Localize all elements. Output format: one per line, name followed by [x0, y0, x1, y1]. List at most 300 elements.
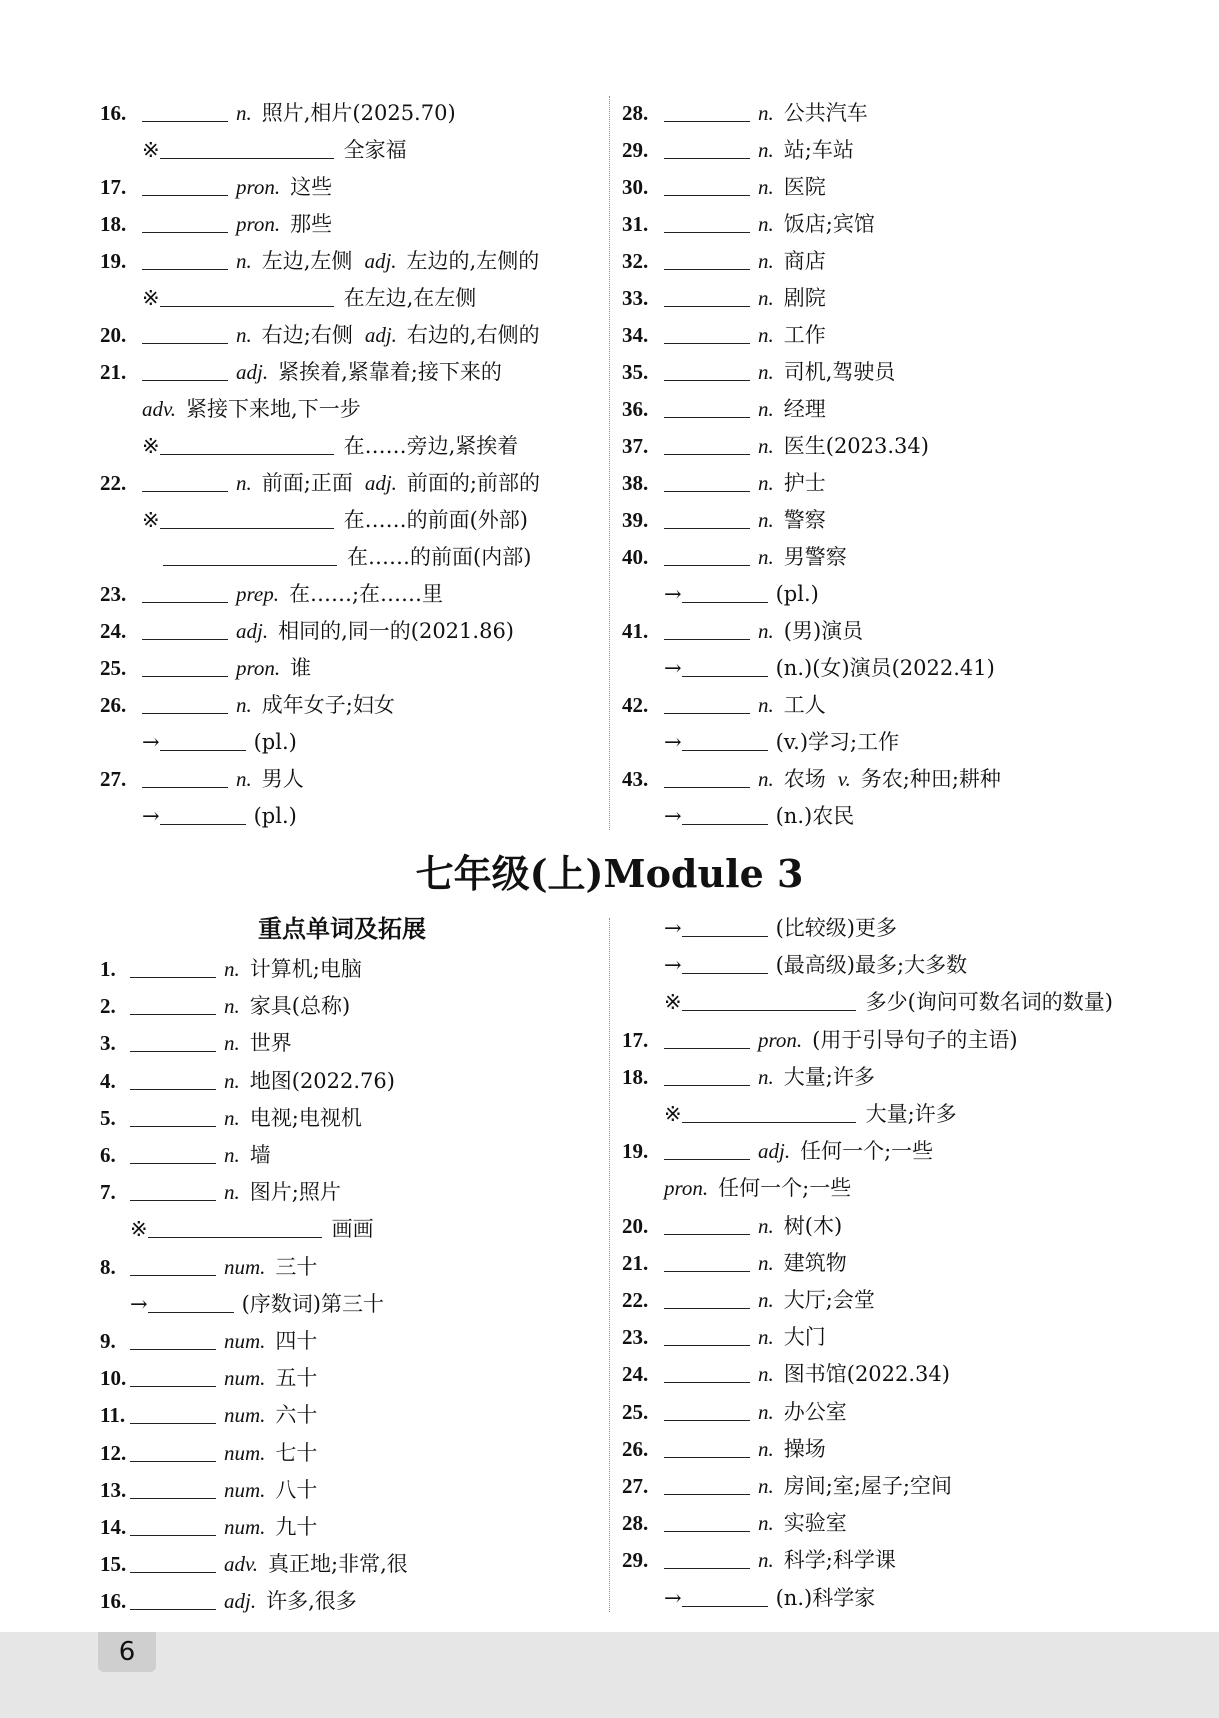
column-divider-top [609, 96, 610, 830]
vocab-line [622, 724, 899, 761]
vocab-line [622, 687, 826, 724]
answer-blank [142, 654, 228, 677]
meaning-text: (序数词)第三十 [241, 1291, 384, 1316]
answer-blank [148, 1215, 322, 1238]
phrase-marker: ※ [130, 1217, 148, 1242]
part-of-speech: n. [758, 508, 774, 532]
meaning-text: 饭店;宾馆 [783, 212, 875, 236]
vocab-line [100, 1435, 317, 1472]
item-number: 25. [622, 1399, 649, 1424]
meaning-text: 谁 [290, 656, 312, 680]
part-of-speech: n. [758, 138, 774, 162]
part-of-speech: adj. [758, 1139, 791, 1164]
vocab-line [100, 169, 332, 206]
answer-blank [664, 321, 750, 344]
part-of-speech: n. [758, 175, 774, 199]
vocab-line [622, 354, 895, 391]
meaning-text: 电视;电视机 [249, 1105, 362, 1130]
item-number: 16. [100, 1589, 127, 1614]
meaning-text: 五十 [275, 1366, 318, 1391]
item-number: 24. [622, 1362, 649, 1387]
vocab-line [100, 1397, 317, 1434]
module-title: 七年级(上)Module 3 [415, 851, 804, 896]
vocab-line [622, 1580, 875, 1617]
meaning-text: 前面的;前部的 [406, 471, 540, 495]
item-number: 34. [622, 323, 649, 347]
answer-blank [664, 395, 750, 418]
item-number: 22. [622, 1288, 649, 1312]
vocab-line [622, 1282, 875, 1319]
vocab-line [100, 1063, 395, 1100]
vocab-line [100, 391, 361, 428]
vocab-line [100, 1137, 271, 1174]
meaning-text: (n.)(女)演员(2022.41) [775, 656, 995, 680]
answer-blank [130, 1439, 216, 1462]
item-number: 36. [622, 397, 649, 421]
meaning-text: 男人 [261, 767, 304, 791]
item-number: 10. [100, 1366, 127, 1391]
item-number: 28. [622, 1511, 649, 1536]
answer-blank [160, 284, 334, 307]
answer-blank [664, 99, 750, 122]
vocab-line [622, 1356, 950, 1393]
vocab-line [622, 428, 929, 465]
meaning-text: 右边的,右侧的 [406, 323, 540, 347]
answer-blank [682, 802, 768, 825]
derivation-arrow: → [142, 730, 160, 754]
vocab-line [100, 539, 531, 576]
answer-blank [130, 1253, 216, 1276]
item-number: 20. [100, 323, 127, 347]
meaning-text: 八十 [275, 1477, 318, 1502]
part-of-speech: n. [236, 323, 252, 347]
answer-blank [130, 1029, 216, 1052]
vocab-line [100, 95, 456, 132]
part-of-speech: n. [758, 434, 774, 458]
meaning-text: 那些 [290, 212, 333, 236]
meaning-text: (最高级)最多;大多数 [775, 953, 968, 978]
meaning-text: 九十 [275, 1515, 318, 1539]
part-of-speech: adj. [364, 471, 397, 495]
meaning-text: (比较级)更多 [775, 916, 897, 940]
phrase-marker: ※ [142, 508, 160, 532]
meaning-text: 前面;正面 [261, 471, 353, 495]
meaning-text: 经理 [783, 397, 826, 421]
meaning-text: 三十 [275, 1254, 318, 1279]
answer-blank [664, 1509, 750, 1532]
vocab-line [100, 687, 395, 724]
part-of-speech: num. [224, 1403, 266, 1428]
vocab-line [100, 1509, 317, 1546]
answer-blank [682, 1100, 856, 1123]
answer-blank [664, 1398, 750, 1421]
part-of-speech: num. [224, 1366, 266, 1391]
answer-blank [664, 506, 750, 529]
item-number: 3. [100, 1031, 116, 1056]
vocab-line [100, 280, 476, 317]
derivation-arrow: → [664, 1585, 682, 1610]
answer-blank [130, 992, 216, 1015]
item-number: 28. [622, 101, 649, 125]
part-of-speech: pron. [758, 1027, 803, 1052]
vocab-line [622, 206, 875, 243]
item-number: 19. [622, 1139, 649, 1164]
vocab-line [100, 465, 540, 502]
derivation-arrow: → [664, 953, 682, 978]
vocab-line [622, 650, 995, 687]
vocab-line [100, 1211, 374, 1248]
phrase-marker: ※ [142, 138, 160, 162]
answer-blank [682, 728, 768, 751]
meaning-text: 办公室 [783, 1399, 847, 1424]
meaning-text: 左边的,左侧的 [406, 249, 540, 273]
vocab-line [622, 1319, 826, 1356]
vocab-line [622, 576, 819, 613]
vocab-line [100, 576, 443, 613]
item-number: 27. [100, 767, 127, 791]
answer-blank [142, 691, 228, 714]
part-of-speech: pron. [236, 175, 281, 199]
part-of-speech: num. [224, 1254, 266, 1279]
vocab-line [622, 984, 1113, 1021]
answer-blank [160, 432, 334, 455]
meaning-text: 公共汽车 [783, 101, 868, 125]
part-of-speech: n. [224, 994, 240, 1019]
item-number: 9. [100, 1329, 116, 1353]
item-number: 39. [622, 508, 649, 532]
part-of-speech: adv. [224, 1552, 259, 1577]
item-number: 24. [100, 619, 127, 643]
meaning-text: 科学;科学课 [783, 1548, 896, 1573]
derivation-arrow: → [664, 656, 682, 680]
answer-blank [682, 951, 768, 974]
part-of-speech: n. [224, 1105, 240, 1130]
meaning-text: 树(木) [783, 1213, 843, 1238]
meaning-text: 在……;在……里 [288, 582, 444, 606]
vocab-line [100, 243, 539, 280]
answer-blank [148, 1290, 234, 1313]
answer-blank [142, 469, 228, 492]
answer-blank [664, 247, 750, 270]
vocab-line [100, 502, 528, 539]
vocab-line [100, 132, 407, 169]
meaning-text: 警察 [783, 508, 826, 532]
vocab-line [622, 391, 826, 428]
part-of-speech: n. [236, 249, 252, 273]
answer-blank [664, 1063, 750, 1086]
meaning-text: 司机,驾驶员 [783, 360, 896, 384]
vocab-line [622, 502, 826, 539]
vocab-line [622, 798, 854, 835]
item-number: 17. [622, 1027, 649, 1052]
part-of-speech: n. [224, 1180, 240, 1205]
part-of-speech: n. [758, 1511, 774, 1536]
vocab-line [622, 169, 826, 206]
answer-blank [142, 580, 228, 603]
item-number: 42. [622, 693, 649, 717]
part-of-speech: num. [224, 1477, 266, 1502]
meaning-text: 在左边,在左侧 [343, 286, 477, 310]
meaning-text: 房间;室;屋子;空间 [783, 1474, 952, 1498]
answer-blank [142, 358, 228, 381]
answer-blank [142, 617, 228, 640]
answer-blank [682, 654, 768, 677]
vocab-line [100, 798, 297, 835]
answer-blank [130, 1364, 216, 1387]
meaning-text: 真正地;非常,很 [268, 1552, 408, 1577]
item-number: 43. [622, 767, 649, 791]
meaning-text: 左边,左侧 [261, 249, 353, 273]
meaning-text: 剧院 [783, 286, 826, 310]
meaning-text: (用于引导句子的主语) [812, 1027, 1018, 1052]
part-of-speech: num. [224, 1440, 266, 1465]
part-of-speech: n. [758, 1399, 774, 1424]
meaning-text: 大量;许多 [865, 1102, 957, 1126]
item-number: 19. [100, 249, 127, 273]
phrase-marker: ※ [664, 990, 682, 1015]
answer-blank [664, 358, 750, 381]
answer-blank [130, 1476, 216, 1499]
vocab-line [100, 1174, 341, 1211]
vocab-line [622, 132, 854, 169]
vocab-line [622, 280, 826, 317]
derivation-arrow: → [142, 804, 160, 828]
meaning-text: 医生(2023.34) [783, 434, 929, 458]
vocab-line [100, 951, 362, 988]
vocab-line [622, 910, 897, 947]
vocab-line [100, 1323, 317, 1360]
meaning-text: 大门 [783, 1325, 826, 1350]
meaning-text: 在……的前面(内部) [347, 545, 532, 569]
item-number: 25. [100, 656, 127, 680]
part-of-speech: n. [758, 1064, 774, 1089]
item-number: 18. [622, 1064, 649, 1089]
meaning-text: 全家福 [343, 138, 407, 162]
vocab-line [622, 947, 967, 984]
item-number: 18. [100, 212, 127, 236]
item-number: 23. [100, 582, 127, 606]
part-of-speech: n. [758, 1436, 774, 1461]
answer-blank [664, 284, 750, 307]
answer-blank [682, 988, 856, 1011]
meaning-text: 墙 [249, 1143, 271, 1167]
part-of-speech: num. [224, 1329, 266, 1353]
meaning-text: 医院 [783, 175, 826, 199]
meaning-text: 在……旁边,紧挨着 [343, 434, 519, 458]
meaning-text: (n.)农民 [775, 804, 855, 828]
item-number: 33. [622, 286, 649, 310]
meaning-text: 六十 [275, 1403, 318, 1428]
vocab-line [622, 613, 863, 650]
part-of-speech: pron. [236, 212, 281, 236]
answer-blank [160, 506, 334, 529]
item-number: 5. [100, 1105, 116, 1130]
part-of-speech: n. [758, 1288, 774, 1312]
answer-blank [682, 914, 768, 937]
item-number: 2. [100, 994, 116, 1019]
vocab-line [100, 206, 332, 243]
part-of-speech: pron. [236, 656, 281, 680]
answer-blank [142, 765, 228, 788]
item-number: 35. [622, 360, 649, 384]
part-of-speech: n. [758, 1250, 774, 1275]
answer-blank [664, 617, 750, 640]
answer-blank [664, 765, 750, 788]
answer-blank [142, 247, 228, 270]
answer-blank [664, 1249, 750, 1272]
part-of-speech: n. [236, 693, 252, 717]
derivation-arrow: → [664, 730, 682, 754]
item-number: 17. [100, 175, 127, 199]
meaning-text: 任何一个;一些 [718, 1176, 852, 1201]
part-of-speech: n. [224, 957, 240, 981]
meaning-text: (pl.) [775, 582, 819, 606]
section-heading: 重点单词及拓展 [258, 915, 426, 943]
meaning-text: 实验室 [783, 1511, 847, 1536]
vocab-line [100, 761, 304, 798]
meaning-text: 建筑物 [783, 1250, 847, 1275]
meaning-text: 任何一个;一些 [800, 1139, 934, 1164]
answer-blank [664, 432, 750, 455]
vocab-line [100, 1583, 357, 1620]
item-number: 41. [622, 619, 649, 643]
part-of-speech: n. [758, 101, 774, 125]
meaning-text: (n.)科学家 [775, 1585, 876, 1610]
vocab-line [622, 1505, 847, 1542]
meaning-text: 工作 [783, 323, 826, 347]
answer-blank [130, 1587, 216, 1610]
answer-blank [160, 802, 246, 825]
answer-blank [163, 543, 337, 566]
item-number: 7. [100, 1180, 116, 1205]
part-of-speech: n. [758, 1474, 774, 1498]
derivation-arrow: → [130, 1291, 148, 1316]
meaning-text: 在……的前面(外部) [343, 508, 528, 532]
vocab-line [100, 1546, 408, 1583]
page-footer [0, 1632, 1219, 1718]
part-of-speech: n. [224, 1143, 240, 1167]
part-of-speech: n. [758, 212, 774, 236]
item-number: 29. [622, 138, 649, 162]
answer-blank [664, 1137, 750, 1160]
meaning-text: 男警察 [783, 545, 847, 569]
part-of-speech: adj. [364, 249, 397, 273]
meaning-text: 紧接下来地,下一步 [186, 397, 361, 421]
answer-blank [160, 136, 334, 159]
vocab-line [100, 613, 514, 650]
vocab-line [100, 650, 311, 687]
answer-blank [664, 210, 750, 233]
meaning-text: 农场 [783, 767, 826, 791]
answer-blank [130, 1104, 216, 1127]
vocab-line [100, 1025, 292, 1062]
item-number: 31. [622, 212, 649, 236]
part-of-speech: v. [837, 767, 851, 791]
vocab-line [100, 724, 297, 761]
item-number: 32. [622, 249, 649, 273]
answer-blank [664, 1360, 750, 1383]
answer-blank [664, 1472, 750, 1495]
meaning-text: 七十 [275, 1440, 318, 1465]
vocab-line [100, 988, 350, 1025]
answer-blank [664, 1323, 750, 1346]
answer-blank [664, 1435, 750, 1458]
item-number: 8. [100, 1254, 116, 1279]
part-of-speech: n. [758, 286, 774, 310]
meaning-text: 务农;种田;耕种 [860, 767, 1001, 791]
vocab-line [622, 1468, 952, 1505]
answer-blank [682, 1584, 768, 1607]
part-of-speech: prep. [236, 582, 279, 606]
answer-blank [664, 469, 750, 492]
part-of-speech: n. [224, 1068, 240, 1093]
vocab-line [622, 465, 826, 502]
part-of-speech: num. [224, 1515, 266, 1539]
part-of-speech: n. [758, 323, 774, 347]
meaning-text: 相同的,同一的(2021.86) [278, 619, 514, 643]
item-number: 11. [100, 1403, 126, 1428]
vocab-line [622, 1059, 875, 1096]
meaning-text: 成年女子;妇女 [261, 693, 395, 717]
item-number: 12. [100, 1440, 127, 1465]
vocab-line [622, 243, 826, 280]
vocab-line [100, 1286, 384, 1323]
part-of-speech: n. [758, 1362, 774, 1387]
vocab-line [622, 1245, 847, 1282]
item-number: 13. [100, 1477, 127, 1502]
meaning-text: 大量;许多 [783, 1064, 875, 1089]
vocab-line [622, 95, 868, 132]
meaning-text: (pl.) [253, 804, 297, 828]
answer-blank [130, 1401, 216, 1424]
item-number: 21. [100, 360, 127, 384]
item-number: 21. [622, 1250, 649, 1275]
answer-blank [664, 691, 750, 714]
answer-blank [130, 1178, 216, 1201]
vocab-line [622, 1431, 826, 1468]
meaning-text: 图片;照片 [249, 1180, 341, 1205]
part-of-speech: n. [758, 693, 774, 717]
answer-blank [142, 99, 228, 122]
item-number: 15. [100, 1552, 127, 1577]
item-number: 37. [622, 434, 649, 458]
meaning-text: 站;车站 [783, 138, 854, 162]
vocab-line [100, 1472, 317, 1509]
part-of-speech: n. [758, 545, 774, 569]
meaning-text: 右边;右侧 [261, 323, 353, 347]
answer-blank [682, 580, 768, 603]
answer-blank [142, 210, 228, 233]
part-of-speech: n. [758, 397, 774, 421]
vocab-line [100, 428, 518, 465]
meaning-text: 世界 [249, 1031, 292, 1056]
meaning-text: 地图(2022.76) [249, 1068, 395, 1093]
item-number: 20. [622, 1213, 649, 1238]
answer-blank [130, 1067, 216, 1090]
meaning-text: 多少(询问可数名词的数量) [865, 990, 1113, 1015]
vocab-line [622, 1096, 957, 1133]
vocab-line [622, 1208, 842, 1245]
meaning-text: 画画 [331, 1217, 374, 1242]
item-number: 40. [622, 545, 649, 569]
meaning-text: 这些 [290, 175, 333, 199]
vocab-line [622, 1022, 1018, 1059]
vocab-line [622, 1170, 851, 1207]
answer-blank [664, 1286, 750, 1309]
item-number: 26. [100, 693, 127, 717]
meaning-text: 大厅;会堂 [783, 1288, 875, 1312]
part-of-speech: n. [758, 1325, 774, 1350]
